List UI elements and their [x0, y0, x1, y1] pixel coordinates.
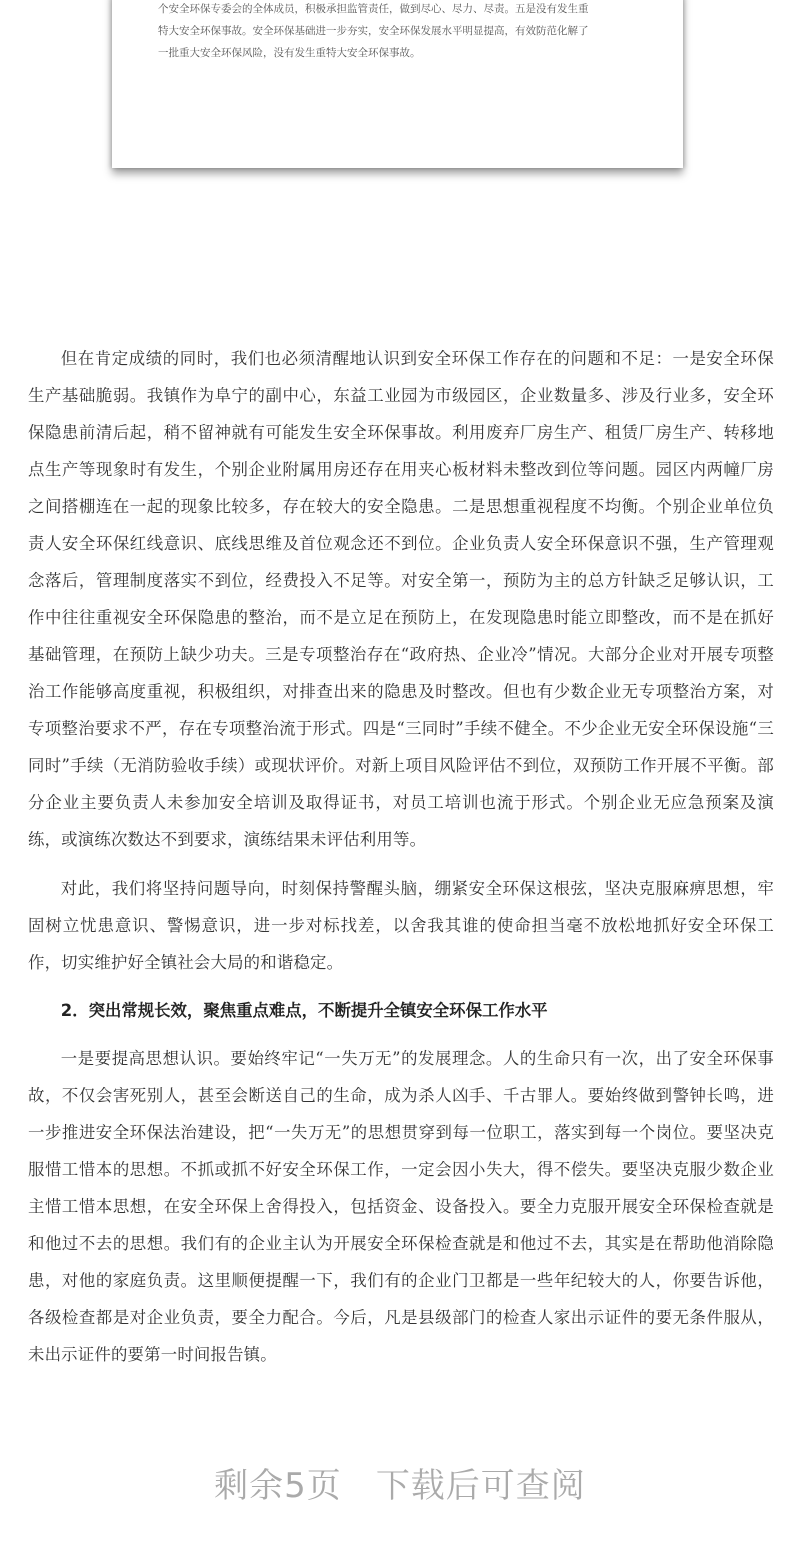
- paragraph-thinking: 一是要提高思想认识。要始终牢记“一失万无”的发展理念。人的生命只有一次，出了安全环保事故，不仅会害死别人，甚至会断送自己的生命，成为杀人凶手、千古罪人。要始终做到警钟长鸣，进一步推进安全环保法治建设，把“一失万无”的思想贯穿到每一位职工，落实到每一个岗位。要坚决克服惜工惜本的思想。不抓或抓不好安全环保工作，一定会因小失大，得不偿失。要坚决克服少数企业主惜工惜本思想，在安全环保上舍得投入，包括资金、设备投入。要全力克服开展安全环保检查就是和他过不去的思想。我们有的企业主认为开展安全环保检查就是和他过不去，其实是在帮助他消除隐患，对他的家庭负责。这里顺便提醒一下，我们有的企业门卫都是一些年纪较大的人，你要告诉他，各级检查都是对企业负责，要全力配合。今后，凡是县级部门的检查人家出示证件的要无条件服从，未出示证件的要第一时间报告镇。: [28, 1049, 774, 1364]
- preview-card-line: 一批重大安全环保风险，没有发生重特大安全环保事故。: [158, 47, 421, 59]
- preview-page-card: [112, 0, 683, 168]
- paragraph-problems: 但在肯定成绩的同时，我们也必须清醒地认识到安全环保工作存在的问题和不足：一是安全环保生产基础脆弱。我镇作为阜宁的副中心，东益工业园为市级园区，企业数量多、涉及行业多，安全环保隐患前清后起，稍不留神就有可能发生安全环保事故。利用废弃厂房生产、租赁厂房生产、转移地点生产等现象时有发生，个别企业附属用房还存在用夹心板材料未整改到位等问题。园区内两幢厂房之间搭棚连在一起的现象比较多，存在较大的安全隐患。二是思想重视程度不均衡。个别企业单位负责人安全环保红线意识、底线思维及首位观念还不到位。企业负责人安全环保意识不强，生产管理观念落后，管理制度落实不到位，经费投入不足等。对安全第一，预防为主的总方针缺乏足够认识，工作中往往重视安全环保隐患的整治，而不是立足在预防上，在发现隐患时能立即整改，而不是在抓好基础管理，在预防上缺少功夫。三是专项整治存在“政府热、企业冷”情况。大部分企业对开展专项整治工作能够高度重视，积极组织，对排查出来的隐患及时整改。但也有少数企业无专项整治方案，对专项整治要求不严，存在专项整治流于形式。四是“三同时”手续不健全。不少企业无安全环保设施“三同时”手续（无消防验收手续）或现状评价。对新上项目风险评估不到位，双预防工作开展不平衡。部分企业主要负责人未参加安全培训及取得证书，对员工培训也流于形式。个别企业无应急预案及演练，或演练次数达不到要求，演练结果未评估利用等。: [28, 349, 774, 849]
- section-heading: 2．突出常规长效，聚焦重点难点，不断提升全镇安全环保工作水平: [60, 1001, 548, 1020]
- remaining-pages-banner[interactable]: [0, 1458, 800, 1507]
- paragraph-response: 对此，我们将坚持问题导向，时刻保持警醒头脑，绷紧安全环保这根弦，坚决克服麻痹思想，牢固树立忧患意识、警惕意识，进一步对标找差，以舍我其谁的使命担当毫不放松地抓好安全环保工作，切实维护好全镇社会大局的和谐稳定。: [28, 879, 774, 972]
- preview-card-line: 特大安全环保事故。安全环保基础进一步夯实，安全环保发展水平明显提高，有效防范化解了: [158, 25, 589, 37]
- download-hint-label: 下载后可查阅: [375, 1466, 586, 1506]
- preview-card-text: [158, 0, 648, 64]
- remaining-pages-label: 剩余5页: [214, 1466, 342, 1506]
- preview-card-line: 个安全环保专委会的全体成员，积极承担监管责任，做到尽心、尽力、尽责。五是没有发生重: [158, 3, 589, 15]
- document-body: [28, 340, 774, 1373]
